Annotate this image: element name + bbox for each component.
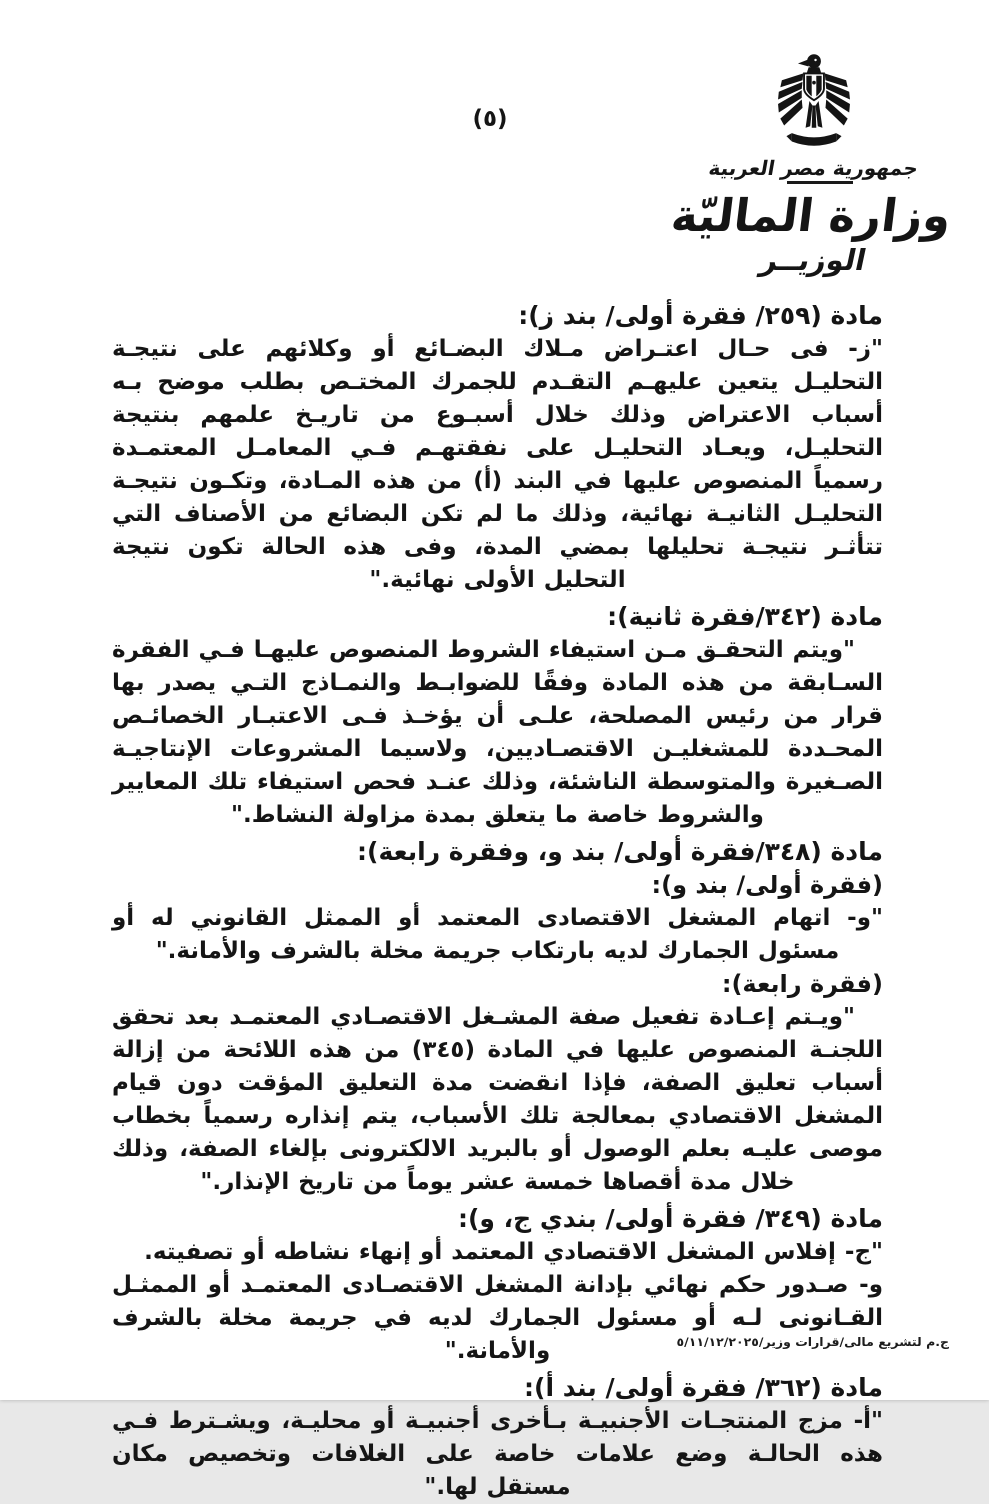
article-349-heading: مادة (٣٤٩/ فقرة أولى/ بندي ج، و): <box>457 1204 883 1233</box>
article-348-sub2-text: "ويـتم إعـادة تفعيل صفة المشـغل الاقتصـادي المعتمـد بعد تحقق اللجنـة المنصوص عليها في المادة (٣٤٥) من هذه اللائحة من إزالة أسباب تعليق الصفة، فإذا انقضت مدة التعليق المؤقت دون قيام المشغل الاقتصادي بمعالجة تلك الأسباب، يتم إنذاره رسمياً بخطاب موصى عليـه بعلم الوصول أو بالبريد الالكترونى بإلغاء الصفة، وذلك خلال مدة أقصاها خمسة عشر يوماً من تاريخ الإنذار." <box>112 1004 883 1195</box>
ministry-name: وزارة الماليّة <box>668 188 955 242</box>
article-349-item-c: "ج- إفلاس المشغل الاقتصادي المعتمد أو إنهاء نشاطه أو تصفيته. <box>144 1239 883 1265</box>
page-number: (٥) <box>472 106 508 132</box>
article-348-sub1-label: (فقرة أولى/ بند و): <box>651 871 883 899</box>
article-342-text: "ويتم التحقـق مـن استيفاء الشروط المنصوص عليهـا فـي الفقرة السـابقة من هذه المادة وفقًا للضوابـط والنمـاذج التـي يصدر بها قرار من رئيس المصلحة، علـى أن يؤخـذ فـى الاعتبـار الخصائـص المحـددة للمشغليـن الاقتصـاديين، ولاسيما المشروعات الإنتاجيـة الصـغيرة والمتوسطة الناشئة، وذلك عنـد فحص استيفاء تلك المعايير والشروط خاصة ما يتعلق بمدة مزاولة النشاط." <box>112 637 883 828</box>
article-348-heading: مادة (٣٤٨/فقرة أولى/ بند و، وفقرة رابعة): <box>357 837 883 866</box>
footer-reference: ج.م لتشريع مالى/قرارات وزير/٥/١١/١٢/٢٠٢٥ <box>676 1334 949 1349</box>
article-342-heading: مادة (٣٤٢/فقرة ثانية): <box>607 602 883 631</box>
article-362-heading: مادة (٣٦٢/ فقرة أولى/ بند أ): <box>524 1373 883 1402</box>
minister-title: الوزيــر <box>757 243 870 277</box>
article-348-sub2-label: (فقرة رابعة): <box>721 970 883 998</box>
calligraphy-underline <box>787 181 853 184</box>
article-362-text: "أ- مزج المنتجـات الأجنبيـة بـأخرى أجنبيـة أو محليـة، ويشـترط فـي هذه الحالـة وضع علامات خاصة على الغلافات وتخصيص مكان مستقل لها." <box>112 1408 883 1500</box>
article-259-text: "ز- فى حـال اعتـراض مـلاك البضـائع أو وكلائهم على نتيجـة التحليـل يتعين عليهـم التقـدم للجمرك المختـص بطلب موضح بـه أسباب الاعتراض وذلك خلال أسبـوع من تاريـخ علمهم بنتيجة التحليـل، ويعـاد التحليـل على نفقتهـم فـي المعامـل المعتمـدة رسمياً المنصوص عليها في البند (أ) من هذه المـادة، وتكـون نتيجـة التحليـل الثانيـة نهائية، وذلك ما لم تكن البضائع من الأصناف التي تتأثـر نتيجـة تحليلها بمضي المدة، وفى هذه الحالة تكون نتيجة التحليل الأولى نهائية." <box>112 336 883 593</box>
egypt-eagle-emblem <box>759 52 869 153</box>
document-body <box>112 296 883 1504</box>
article-259-heading: مادة (٢٥٩/ فقرة أولى/ بند ز): <box>518 301 883 330</box>
article-348-sub1-text: "و- اتهام المشغل الاقتصادى المعتمد أو الممثل القانوني له أو مسئول الجمارك لديه بارتكاب جريمة مخلة بالشرف والأمانة." <box>112 905 883 964</box>
article-349-item-w: و- صـدور حكم نهائي بإدانة المشغل الاقتصـادى المعتمـد أو الممثـل القـانونى لـه أو مسئول الجمارك لديه في جريمة مخلة بالشرف والأمانة." <box>112 1272 883 1364</box>
letterhead <box>668 52 955 277</box>
republic-name: جمهورية مصر العربية <box>706 156 921 180</box>
